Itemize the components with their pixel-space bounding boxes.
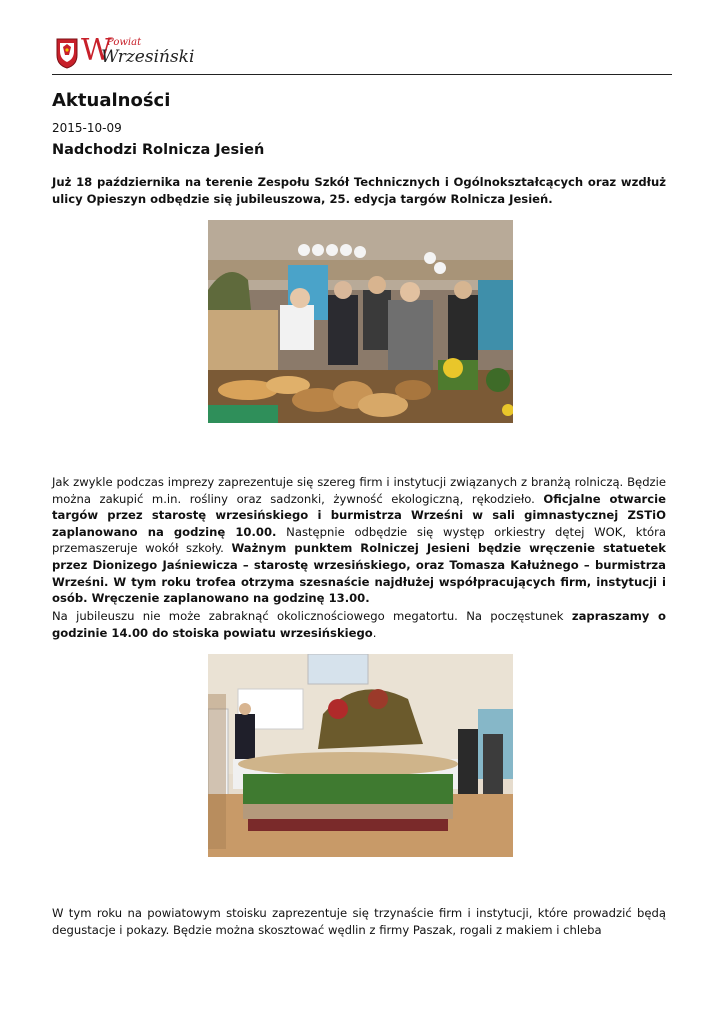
article-headline: Nadchodzi Rolnicza Jesień [52,142,265,158]
page-title: Aktualności [52,90,171,111]
p2-text-b: zapraszamy o godzinie 14.00 do stoiska powiatu wrzesińskiego [52,609,666,640]
p1-text-d: Ważnym punktem Rolniczej Jesieni będzie wręczenie statuetek przez Dionizego Jaśniewicza – starostę wrzesińskiego, oraz Tomasza Kałużnego – burmistrza Wrześni. W tym roku trofea otrzyma szesnaście najdłużej współpracujących firm, instytucji i osób. Wręczenie zaplanowano na godzinę 13.00. [52,541,666,606]
p1-text-b: Oficjalne otwarcie targów przez starostę wrzesińskiego i burmistrza Wrześni w sali gimnastycznej ZSTiO zaplanowano na godzinę 10.00. [52,491,666,539]
logo-large-text: Wrzesiński [101,47,195,67]
article-lead: Już 18 października na terenie Zespołu Szkół Technicznych i Ogólnokształcących oraz wzdłuż ulicy Opieszyn odbędzie się jubileuszowa, 25. edycja targów Rolnicza Jesień. [52,175,666,206]
p1-text-a: Jak zwykle podczas imprezy zaprezentuje się szereg firm i instytucji związanych z branżą rolniczą. Będzie można zakupić m.in. rośliny oraz sadzonki, żywność ekologiczną, rękodzieło. [52,475,666,506]
p2-text-a: Na jubileuszu nie może zabraknąć okolicznościowego megatortu. Na poczęstunek [52,609,572,623]
logo-letter-w: W [81,33,112,68]
article-paragraph-3: W tym roku na powiatowym stoisku zaprezentuje się trzynaście firm i instytucji, które prowadzić będą degustacje i pokazy. Będzie można skosztować wędlin z firmy Paszak, rogali z makiem i chleba [52,906,666,937]
p2-text-c: . [372,625,377,640]
photo-bread-stall [208,220,513,423]
logo-small-text: Powiat [107,37,142,48]
powiat-logo[interactable] [55,33,195,69]
article-paragraph-1 [52,474,666,607]
article-date: 2015-10-09 [52,121,122,135]
article-paragraph-2 [52,608,666,641]
header-divider [52,74,672,75]
p1-text-c: Następnie odbędzie się występ orkiestry dętej WOK, która przemaszeruje wokół szkoły. [52,524,666,556]
photo-exhibition-hall [208,654,513,857]
